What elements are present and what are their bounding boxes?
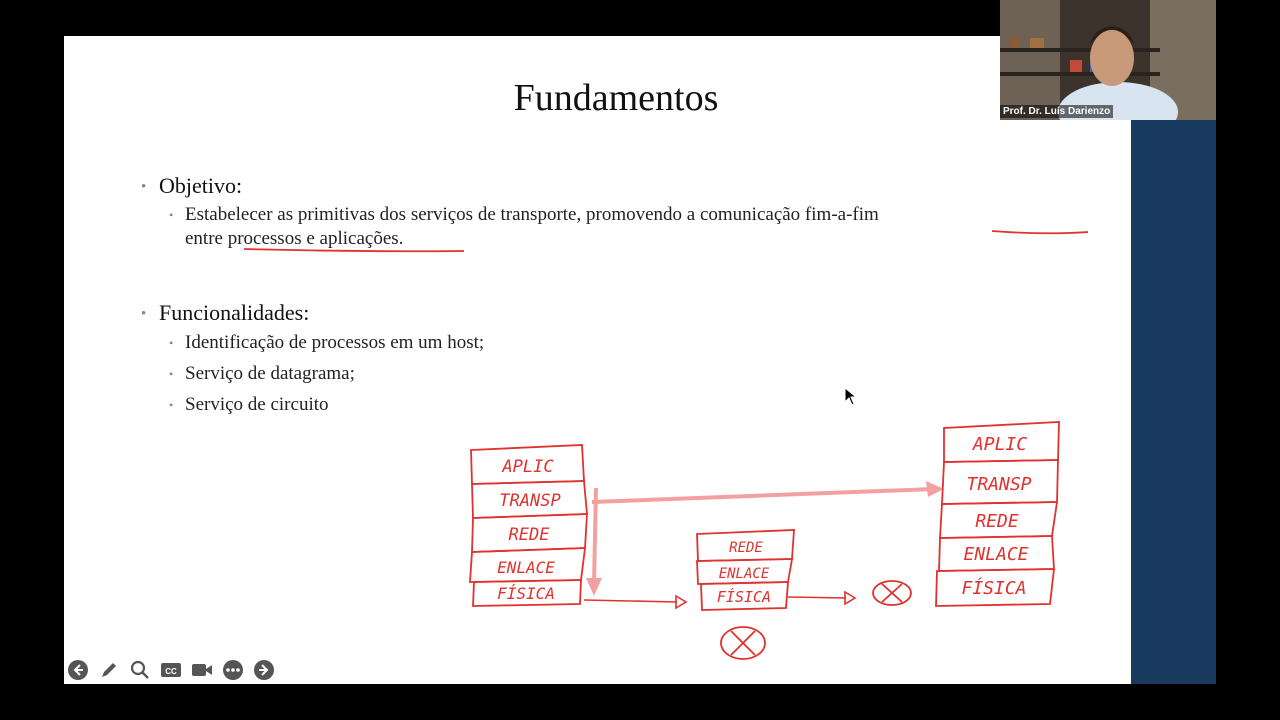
video-icon[interactable]	[190, 658, 214, 682]
right-label: REDE	[975, 511, 1019, 532]
sub-bullet-dot: •	[169, 336, 174, 350]
back-arrow-icon[interactable]	[66, 658, 90, 682]
sub-bullet-dot: •	[169, 367, 174, 381]
webcam-name-label: Prof. Dr. Luís Darienzo	[1000, 105, 1113, 118]
slide-title: Fundamentos	[513, 77, 719, 119]
left-label: ENLACE	[497, 558, 555, 577]
middle-label: REDE	[729, 540, 763, 556]
link-arrow-head-2	[845, 592, 855, 604]
link-arrow-1	[584, 600, 677, 602]
handwritten-diagram	[64, 36, 1131, 684]
down-arrow-line	[594, 488, 596, 584]
underline-processos	[244, 249, 464, 251]
bullet-dot: •	[141, 179, 147, 195]
crossed-circle-2	[721, 627, 765, 659]
objetivo-text-line-1: Estabelecer as primitivas dos serviços de transporte, promovendo a comunicação fim-a-fim	[185, 204, 879, 225]
section-heading-funcionalidades: Funcionalidades:	[159, 300, 310, 325]
right-label: TRANSP	[966, 474, 1032, 495]
right-label: APLIC	[972, 434, 1028, 455]
funcionalidade-item: Identificação de processos em um host;	[185, 332, 485, 353]
cc-text: CC	[165, 667, 177, 676]
section-heading-objetivo: Objetivo:	[159, 173, 243, 198]
funcionalidade-item: Serviço de datagrama;	[185, 363, 355, 384]
transport-arrow-head	[926, 481, 944, 497]
middle-label: FÍSICA	[716, 588, 772, 606]
down-arrow-head	[586, 578, 602, 596]
presentation-toolbar	[66, 657, 276, 683]
sub-bullet-dot: •	[169, 208, 174, 222]
zoom-icon[interactable]	[128, 658, 152, 682]
crossed-circle-1	[873, 581, 911, 605]
right-label: FÍSICA	[961, 578, 1027, 599]
sub-bullet-dot: •	[169, 398, 174, 412]
transport-arrow-line	[592, 489, 934, 502]
middle-label: ENLACE	[718, 566, 770, 582]
left-label: TRANSP	[499, 491, 561, 511]
left-label: APLIC	[502, 457, 554, 477]
left-label: FÍSICA	[497, 584, 555, 603]
right-label: ENLACE	[963, 544, 1029, 565]
slide	[64, 36, 1131, 684]
bullet-dot: •	[141, 306, 147, 322]
objetivo-text-line-2: entre processos e aplicações.	[185, 228, 404, 249]
link-arrow-2	[788, 597, 846, 598]
mouse-cursor-icon	[844, 387, 858, 412]
webcam-image	[1000, 0, 1216, 120]
pen-icon[interactable]	[97, 658, 121, 682]
forward-arrow-icon[interactable]	[252, 658, 276, 682]
closed-captions-icon[interactable]	[159, 658, 183, 682]
more-icon[interactable]	[221, 658, 245, 682]
left-label: REDE	[508, 525, 550, 545]
slide-sidebar-band	[1131, 120, 1216, 684]
link-arrow-head-1	[676, 596, 686, 608]
funcionalidade-item: Serviço de circuito	[185, 394, 329, 415]
webcam-feed	[1000, 0, 1216, 120]
underline-fim-a-fim	[992, 231, 1088, 233]
